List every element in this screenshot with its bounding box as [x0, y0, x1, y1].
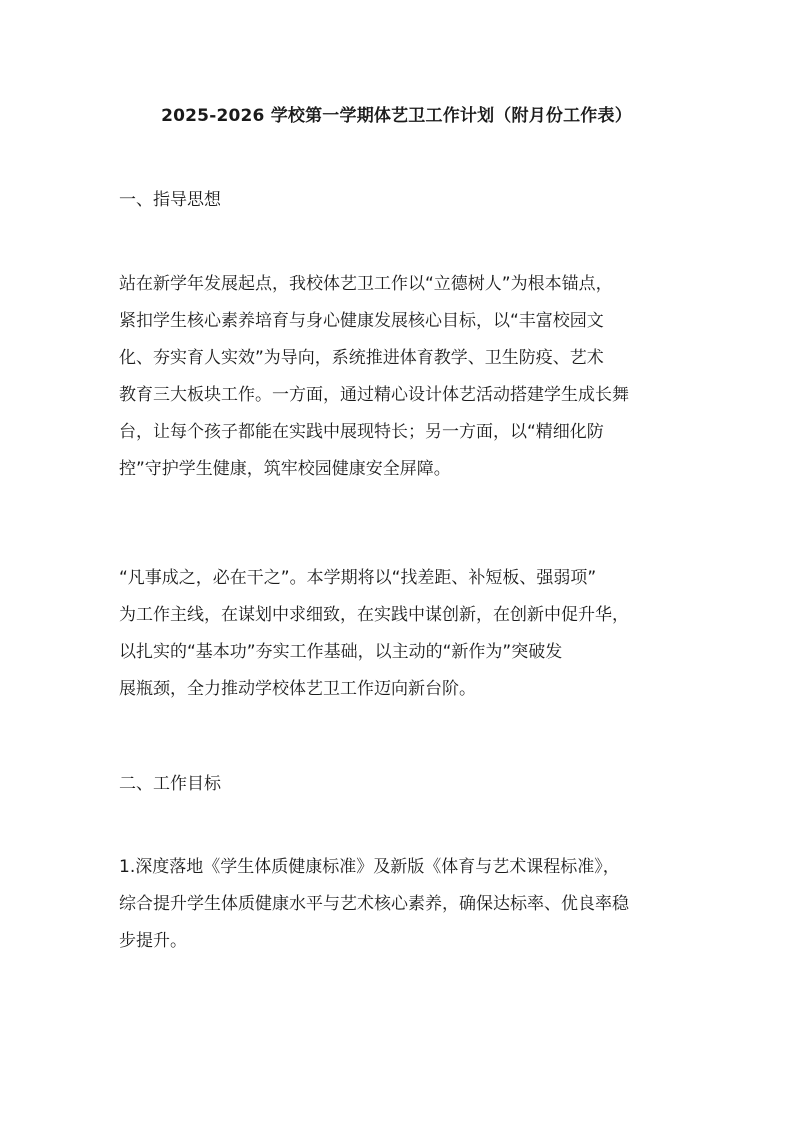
text-line: 步提升。 — [119, 931, 187, 951]
text-line: 站在新学年发展起点，我校体艺卫工作以“立德树人”为根本锚点， — [119, 274, 613, 294]
text-line: 紧扣学生核心素养培育与身心健康发展核心目标，以“丰富校园文 — [119, 311, 604, 331]
section-heading-guiding-ideology: 一、指导思想 — [119, 190, 221, 210]
text-line: 综合提升学生体质健康水平与艺术核心素养，确保达标率、优良率稳 — [119, 894, 629, 914]
paragraph-guiding-ideology-2 — [119, 560, 679, 708]
paragraph-work-goal-1 — [119, 849, 679, 960]
text-line: 为工作主线，在谋划中求细致，在实践中谋创新，在创新中促升华， — [119, 605, 629, 625]
text-line: 化、夯实育人实效”为导向，系统推进体育教学、卫生防疫、艺术 — [119, 348, 604, 368]
text-line: 控”守护学生健康，筑牢校园健康安全屏障。 — [119, 459, 451, 479]
text-line: 1.深度落地《学生体质健康标准》及新版《体育与艺术课程标准》， — [119, 857, 620, 877]
text-line: 教育三大板块工作。一方面，通过精心设计体艺活动搭建学生成长舞 — [119, 385, 629, 405]
paragraph-guiding-ideology-1 — [119, 266, 679, 488]
text-line: “凡事成之，必在干之”。本学期将以“找差距、补短板、强弱项” — [119, 568, 597, 588]
text-line: 展瓶颈，全力推动学校体艺卫工作迈向新台阶。 — [119, 679, 476, 699]
text-line: 以扎实的“基本功”夯实工作基础，以主动的“新作为”突破发 — [119, 642, 563, 662]
text-line: 台，让每个孩子都能在实践中展现特长；另一方面，以“精细化防 — [119, 422, 604, 442]
document-title: 2025-2026 学校第一学期体艺卫工作计划（附月份工作表） — [161, 106, 632, 126]
section-heading-work-goals: 二、工作目标 — [119, 774, 221, 794]
